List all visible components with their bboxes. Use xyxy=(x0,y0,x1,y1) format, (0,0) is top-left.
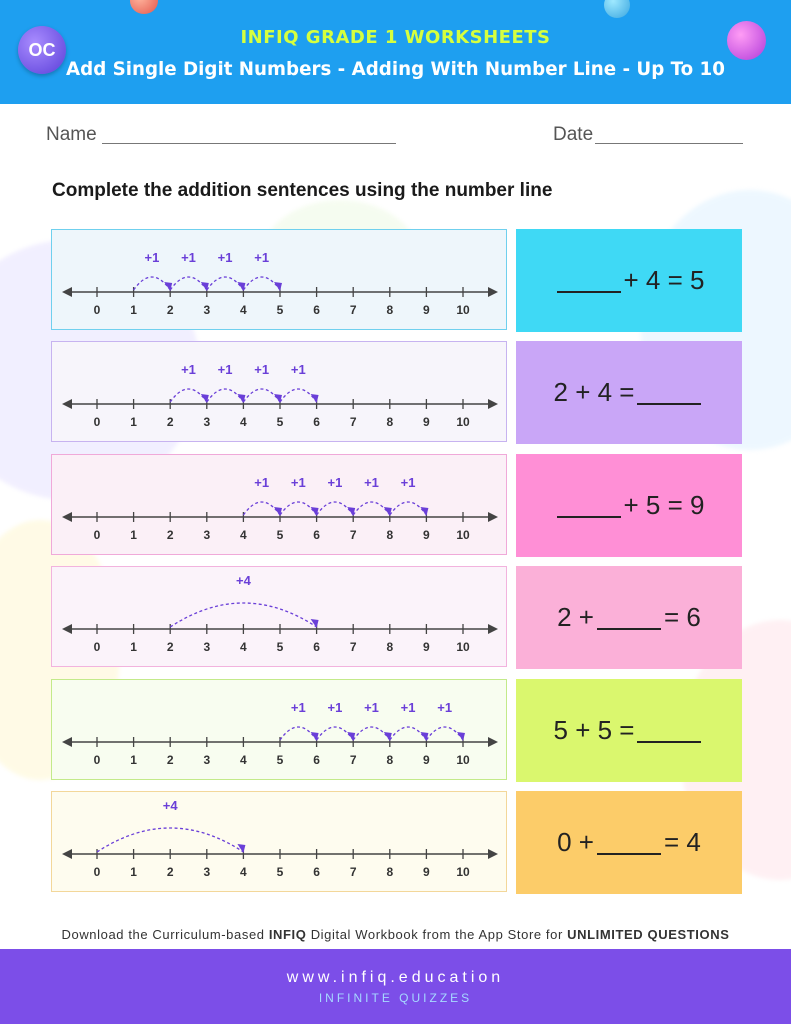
jump-arc xyxy=(426,727,463,740)
tick-label: 2 xyxy=(166,303,174,317)
tick-label: 4 xyxy=(240,640,247,654)
right-arrow-icon xyxy=(488,287,498,297)
date-label: Date xyxy=(553,124,594,145)
jump-arrowhead-icon xyxy=(420,507,428,516)
tick-label: 3 xyxy=(203,865,211,879)
worksheet-series: INFIQ GRADE 1 WORKSHEETS xyxy=(240,27,551,48)
number-line xyxy=(52,342,508,443)
tick-label: 6 xyxy=(313,528,320,542)
jump-label: +1 xyxy=(290,362,306,377)
jump-arrowhead-icon xyxy=(457,732,465,741)
jump-label: +1 xyxy=(254,250,270,265)
number-line-box xyxy=(51,229,507,330)
tick-label: 2 xyxy=(166,415,174,429)
tick-label: 4 xyxy=(240,865,247,879)
answer-blank[interactable] xyxy=(597,606,661,630)
equation-box xyxy=(516,454,742,557)
logo-text: OC xyxy=(28,39,56,60)
jump-label: +1 xyxy=(437,700,453,715)
number-line xyxy=(52,567,508,668)
tick-label: 4 xyxy=(240,528,247,542)
right-arrow-icon xyxy=(488,399,498,409)
number-line-box xyxy=(51,454,507,555)
decorative-ball xyxy=(604,0,630,18)
jump-arc xyxy=(170,277,207,290)
jump-label: +4 xyxy=(162,798,178,813)
tick-label: 6 xyxy=(313,415,320,429)
jump-arc xyxy=(280,727,317,740)
name-label: Name xyxy=(46,124,97,145)
tick-label: 1 xyxy=(130,640,137,654)
tick-label: 0 xyxy=(93,865,101,879)
jump-arrowhead-icon xyxy=(274,282,282,291)
jump-arc xyxy=(243,502,280,515)
number-line-box xyxy=(51,791,507,892)
jump-label: +1 xyxy=(254,362,270,377)
right-arrow-icon xyxy=(488,512,498,522)
tick-label: 10 xyxy=(456,415,470,429)
promo-prefix: Download the Curriculum-based xyxy=(61,927,269,942)
tick-label: 10 xyxy=(456,865,470,879)
equation-text: = 4 xyxy=(664,827,701,857)
tagline: INFINITE QUIZZES xyxy=(318,991,473,1005)
jump-arc xyxy=(134,277,171,290)
right-arrow-icon xyxy=(488,849,498,859)
jump-label: +1 xyxy=(364,475,379,490)
right-arrow-icon xyxy=(488,624,498,634)
equation-text: + 5 = 9 xyxy=(623,490,705,520)
tick-label: 3 xyxy=(203,528,211,542)
jump-arc xyxy=(353,502,390,515)
promo-cta: UNLIMITED QUESTIONS xyxy=(567,927,730,942)
tick-label: 2 xyxy=(166,528,174,542)
number-line xyxy=(52,230,508,331)
tick-label: 10 xyxy=(456,640,470,654)
tick-label: 0 xyxy=(93,528,101,542)
jump-arc xyxy=(317,727,354,740)
tick-label: 7 xyxy=(349,303,357,317)
tick-label: 6 xyxy=(313,865,320,879)
number-line xyxy=(52,792,508,893)
tick-label: 5 xyxy=(276,303,284,317)
jump-label: +1 xyxy=(364,700,379,715)
jump-label: +1 xyxy=(290,700,306,715)
jump-label: +1 xyxy=(254,475,270,490)
tick-label: 1 xyxy=(130,753,137,767)
left-arrow-icon xyxy=(62,737,72,747)
equation-text: 5 + 5 = xyxy=(553,715,635,745)
jump-label: +1 xyxy=(400,475,416,490)
tick-label: 5 xyxy=(276,415,284,429)
jump-arc xyxy=(170,389,207,402)
left-arrow-icon xyxy=(62,399,72,409)
tick-label: 0 xyxy=(93,303,101,317)
tick-label: 3 xyxy=(203,753,211,767)
jump-arrowhead-icon xyxy=(311,394,319,403)
tick-label: 9 xyxy=(423,640,430,654)
jump-label: +1 xyxy=(144,250,160,265)
tick-label: 8 xyxy=(386,865,394,879)
number-line-box xyxy=(51,566,507,667)
equation-box xyxy=(516,341,742,444)
equation-text: 2 + xyxy=(557,602,594,632)
tick-label: 4 xyxy=(240,753,247,767)
tick-label: 2 xyxy=(166,865,174,879)
tick-label: 10 xyxy=(456,753,470,767)
equation-text: = 6 xyxy=(664,602,701,632)
jump-label: +1 xyxy=(217,362,233,377)
jump-arc xyxy=(280,502,317,515)
answer-blank[interactable] xyxy=(637,381,701,405)
tick-label: 4 xyxy=(240,303,247,317)
jump-label: +1 xyxy=(290,475,306,490)
equation-box xyxy=(516,791,742,894)
tick-label: 5 xyxy=(276,753,284,767)
tick-label: 8 xyxy=(386,415,394,429)
tick-label: 0 xyxy=(93,753,101,767)
tick-label: 7 xyxy=(349,640,357,654)
tick-label: 2 xyxy=(166,753,174,767)
equation-text: 0 + xyxy=(557,827,594,857)
jump-label: +1 xyxy=(181,250,196,265)
jump-arc xyxy=(317,502,354,515)
promo-middle: Digital Workbook from the App Store for xyxy=(306,927,568,942)
equation-box xyxy=(516,566,742,669)
tick-label: 2 xyxy=(166,640,174,654)
number-line xyxy=(52,680,508,781)
jump-label: +1 xyxy=(400,700,416,715)
tick-label: 5 xyxy=(276,640,284,654)
jump-arc xyxy=(243,277,280,290)
tick-label: 3 xyxy=(203,303,211,317)
jump-arc xyxy=(207,277,244,290)
right-arrow-icon xyxy=(488,737,498,747)
tick-label: 1 xyxy=(130,415,137,429)
left-arrow-icon xyxy=(62,287,72,297)
instruction-text: Complete the addition sentences using the number line xyxy=(52,180,553,201)
jump-label: +1 xyxy=(327,700,343,715)
tick-label: 6 xyxy=(313,640,320,654)
page-title: Add Single Digit Numbers - Adding With Number Line - Up To 10 xyxy=(66,58,725,80)
equation-text: 2 + 4 = xyxy=(553,377,635,407)
tick-label: 7 xyxy=(349,753,357,767)
tick-label: 8 xyxy=(386,640,394,654)
equation-box xyxy=(516,229,742,332)
answer-blank[interactable] xyxy=(597,831,661,855)
jump-label: +1 xyxy=(217,250,233,265)
promo-text xyxy=(0,927,791,942)
tick-label: 9 xyxy=(423,415,430,429)
tick-label: 8 xyxy=(386,753,394,767)
number-line xyxy=(52,455,508,556)
jump-arc xyxy=(207,389,244,402)
left-arrow-icon xyxy=(62,512,72,522)
website-link[interactable]: www.infiq.education xyxy=(286,969,505,986)
equation-box xyxy=(516,679,742,782)
tick-label: 5 xyxy=(276,528,284,542)
tick-label: 10 xyxy=(456,528,470,542)
tick-label: 1 xyxy=(130,865,137,879)
tick-label: 9 xyxy=(423,528,430,542)
jump-label: +4 xyxy=(235,573,251,588)
answer-blank[interactable] xyxy=(557,494,621,518)
tick-label: 4 xyxy=(240,415,247,429)
tick-label: 3 xyxy=(203,415,211,429)
tick-label: 9 xyxy=(423,303,430,317)
tick-label: 9 xyxy=(423,865,430,879)
tick-label: 3 xyxy=(203,640,211,654)
jump-label: +1 xyxy=(181,362,196,377)
tick-label: 1 xyxy=(130,528,137,542)
tick-label: 9 xyxy=(423,753,430,767)
tick-label: 5 xyxy=(276,865,284,879)
jump-arc xyxy=(390,727,427,740)
jump-arc xyxy=(390,502,427,515)
jump-arc xyxy=(280,389,317,402)
name-field[interactable] xyxy=(102,143,396,144)
tick-label: 7 xyxy=(349,528,357,542)
number-line-box xyxy=(51,341,507,442)
tick-label: 6 xyxy=(313,303,320,317)
date-field[interactable] xyxy=(595,143,743,144)
answer-blank[interactable] xyxy=(637,719,701,743)
jump-arc xyxy=(243,389,280,402)
tick-label: 8 xyxy=(386,528,394,542)
jump-arc xyxy=(97,828,243,852)
tick-label: 0 xyxy=(93,640,101,654)
left-arrow-icon xyxy=(62,849,72,859)
tick-label: 8 xyxy=(386,303,394,317)
tick-label: 6 xyxy=(313,753,320,767)
jump-label: +1 xyxy=(327,475,343,490)
left-arrow-icon xyxy=(62,624,72,634)
jump-arc xyxy=(353,727,390,740)
tick-label: 7 xyxy=(349,415,357,429)
tick-label: 1 xyxy=(130,303,137,317)
equation-text: + 4 = 5 xyxy=(623,265,705,295)
tick-label: 0 xyxy=(93,415,101,429)
decorative-ball xyxy=(130,0,158,14)
header-banner xyxy=(0,0,791,104)
promo-brand: INFIQ xyxy=(268,927,307,942)
number-line-box xyxy=(51,679,507,780)
jump-arc xyxy=(170,603,316,627)
tick-label: 10 xyxy=(456,303,470,317)
answer-blank[interactable] xyxy=(557,269,621,293)
tick-label: 7 xyxy=(349,865,357,879)
